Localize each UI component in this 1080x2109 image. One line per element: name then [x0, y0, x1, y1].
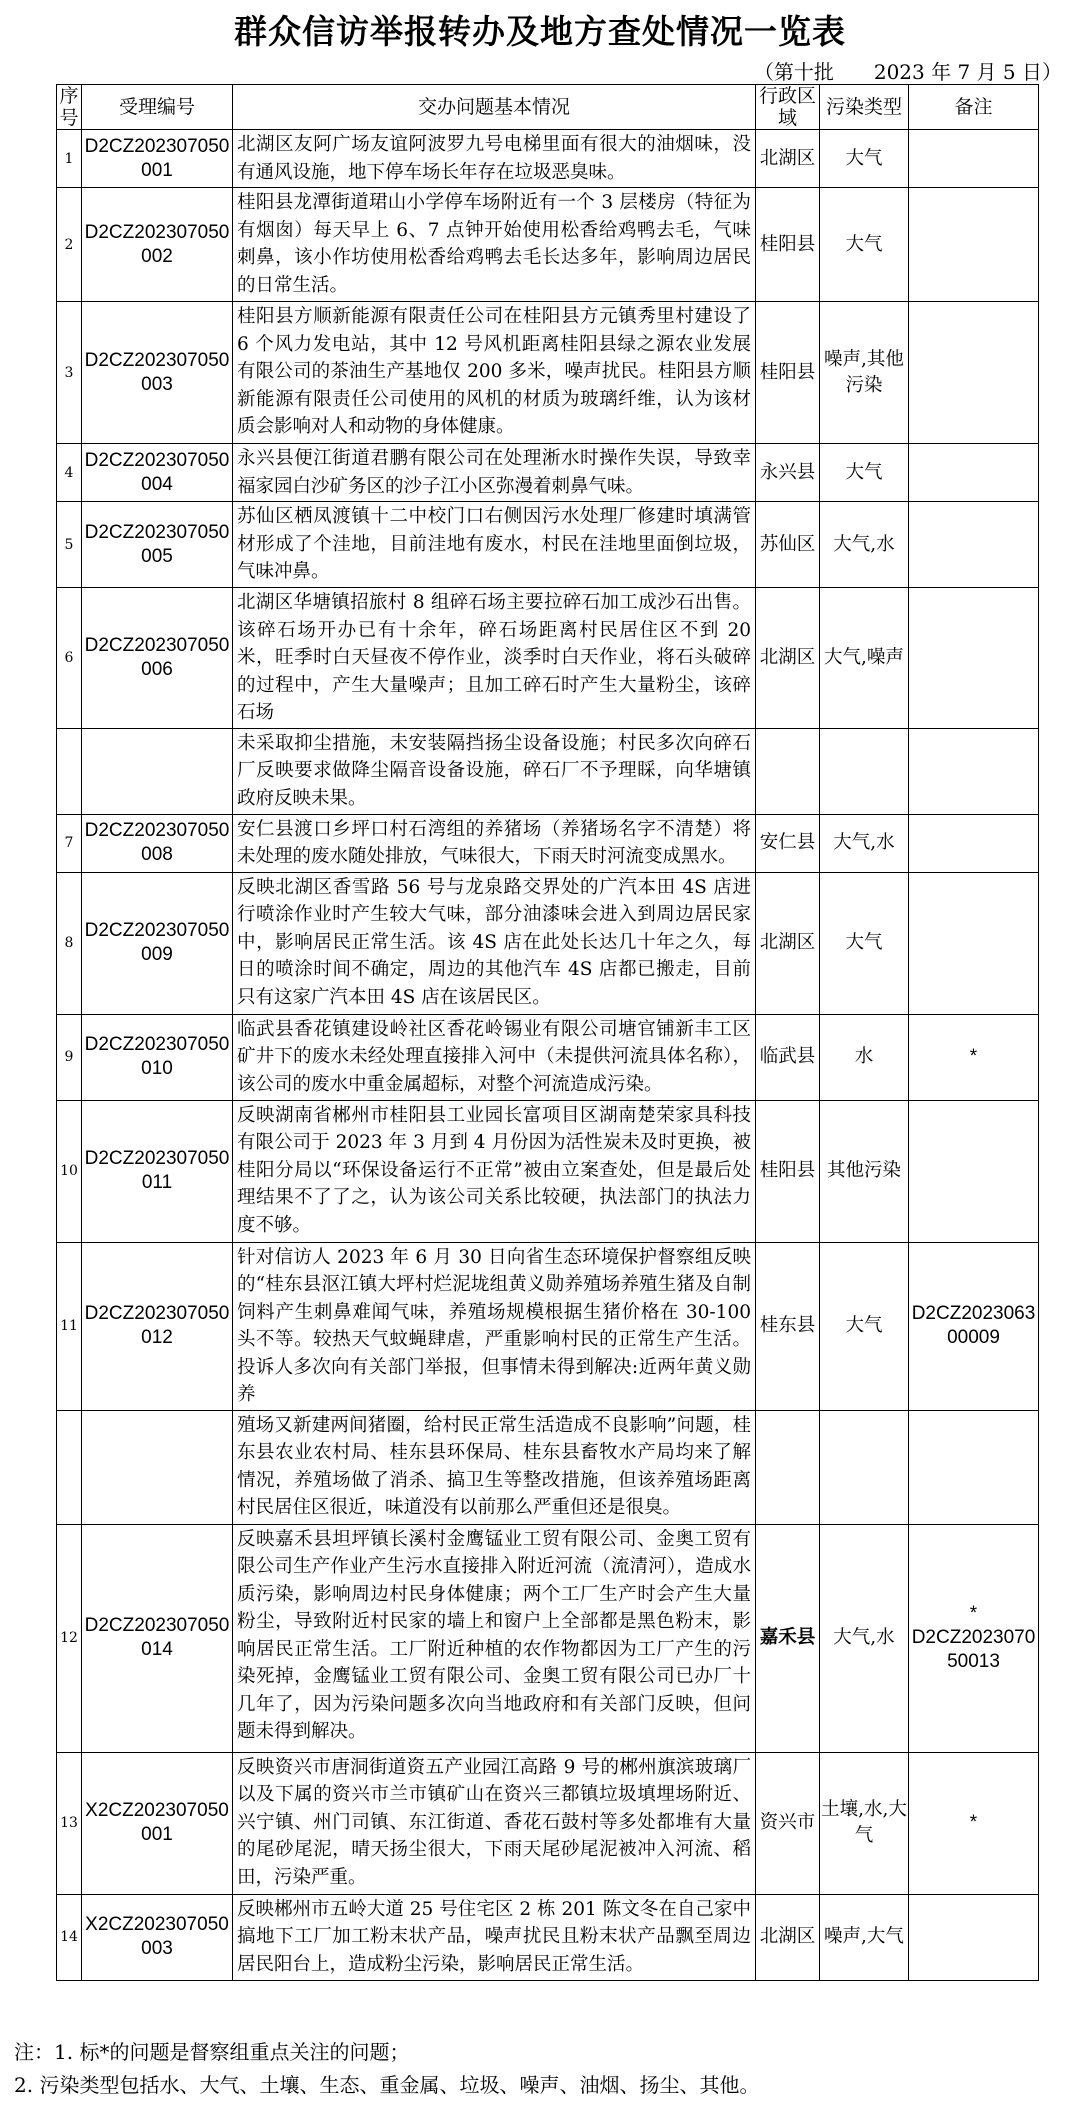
- row-description: 临武县香花镇建设岭社区香花岭锡业有限公司塘官铺新丰工区矿井下的废水未经处理直接排入河中（未提供河流具体名称），该公司的废水中重金属超标，对整个河流造成污染。: [233, 1014, 756, 1100]
- row-pollution: 大气,水: [820, 814, 909, 872]
- row-area: 北湖区: [756, 588, 820, 729]
- row-description: 反映湖南省郴州市桂阳县工业园长富项目区湖南楚荣家具科技有限公司于 2023 年 3 月到 4 月份因为活性炭未及时更换，被桂阳分局以“环保设备运行不正常”被由立案查处，但是最后处理结果不了了之，认为该公司关系比较硬，执法部门的执法力度不够。: [233, 1100, 756, 1242]
- row-area: 桂阳县: [756, 1100, 820, 1242]
- row-seq: 7: [57, 814, 82, 872]
- row-id: D2CZ202307050012: [82, 1242, 233, 1410]
- table-row: [57, 1014, 1039, 1100]
- row-seq: 10: [57, 1100, 82, 1242]
- row-note: [909, 1894, 1039, 1980]
- row-id: X2CZ202307050003: [82, 1894, 233, 1980]
- row-seq: 5: [57, 502, 82, 588]
- table-row: [57, 1410, 1039, 1524]
- table-row: [57, 1100, 1039, 1242]
- page-title: 群众信访举报转办及地方查处情况一览表: [234, 12, 846, 51]
- row-note: *: [909, 1752, 1039, 1894]
- row-id: D2CZ202307050004: [82, 444, 233, 502]
- row-description: 北湖区华塘镇招旅村 8 组碎石场主要拉碎石加工成沙石出售。该碎石场开办已有十余年，碎石场距离村民居住区不到 20 米，旺季时白天昼夜不停作业，淡季时白天作业，将石头破碎的过程中，产生大量噪声；且加工碎石时产生大量粉尘，该碎石场: [233, 588, 756, 729]
- row-pollution: 水: [820, 1014, 909, 1100]
- row-note: [909, 188, 1039, 302]
- row-description: 针对信访人 2023 年 6 月 30 日向省生态环境保护督察组反映的“桂东县沤江镇大坪村烂泥垅组黄义勋养殖场养殖生猪及自制饲料产生刺鼻难闻气味，养殖场规模根据生猪价格在 30-100 头不等。较热天气蚊蝇肆虐，严重影响村民的正常生产生活。投诉人多次向有关部门举报，但事情未得到解决:近两年黄义勋养: [233, 1242, 756, 1410]
- row-seq: 14: [57, 1894, 82, 1980]
- header-note: 备注: [909, 85, 1039, 130]
- row-pollution: 大气,水: [820, 502, 909, 588]
- row-seq: 1: [57, 130, 82, 188]
- row-pollution: 大气: [820, 188, 909, 302]
- row-area: 嘉禾县: [756, 1524, 820, 1752]
- table-row: [57, 1894, 1039, 1980]
- row-description: 苏仙区栖凤渡镇十二中校门口右侧因污水处理厂修建时填满管材形成了个洼地，目前洼地有废水，村民在洼地里面倒垃圾，气味冲鼻。: [233, 502, 756, 588]
- row-pollution: 大气: [820, 872, 909, 1014]
- footnote-2: 2. 污染类型包括水、大气、土壤、生态、重金属、垃圾、噪声、油烟、扬尘、其他。: [14, 2073, 760, 2097]
- header-desc: 交办问题基本情况: [233, 85, 756, 130]
- row-note: * D2CZ202307050013: [909, 1524, 1039, 1752]
- row-note: [909, 502, 1039, 588]
- row-area: 永兴县: [756, 444, 820, 502]
- row-seq: 8: [57, 872, 82, 1014]
- row-seq: 11: [57, 1242, 82, 1410]
- row-pollution: 大气,噪声: [820, 588, 909, 729]
- row-seq: 3: [57, 302, 82, 444]
- row-note: [909, 814, 1039, 872]
- row-id: D2CZ202307050011: [82, 1100, 233, 1242]
- row-description: 北湖区友阿广场友谊阿波罗九号电梯里面有很大的油烟味，没有通风设施，地下停车场长年存在垃圾恶臭味。: [233, 130, 756, 188]
- row-id: X2CZ202307050001: [82, 1752, 233, 1894]
- row-description: 桂阳县龙潭街道珺山小学停车场附近有一个 3 层楼房（特征为有烟囱）每天早上 6、7 点钟开始使用松香给鸡鸭去毛，气味刺鼻，该小作坊使用松香给鸡鸭去毛长达多年，影响周边居民的日常生活。: [233, 188, 756, 302]
- row-pollution: 大气,水: [820, 1524, 909, 1752]
- row-pollution: 噪声,其他污染: [820, 302, 909, 444]
- row-area: [756, 1410, 820, 1524]
- row-area: 安仁县: [756, 814, 820, 872]
- row-id: D2CZ202307050014: [82, 1524, 233, 1752]
- row-id: D2CZ202307050005: [82, 502, 233, 588]
- row-seq: 13: [57, 1752, 82, 1894]
- row-description: 永兴县便江街道君鹏有限公司在处理淅水时操作失误，导致幸福家园白沙矿务区的沙子江小区弥漫着刺鼻气味。: [233, 444, 756, 502]
- row-area: 桂阳县: [756, 302, 820, 444]
- row-seq: 2: [57, 188, 82, 302]
- row-area: 北湖区: [756, 1894, 820, 1980]
- row-area: 苏仙区: [756, 502, 820, 588]
- header-pollution: 污染类型: [820, 85, 909, 130]
- table-row: [57, 1242, 1039, 1410]
- row-seq: [57, 728, 82, 814]
- row-seq: 12: [57, 1524, 82, 1752]
- table-row: [57, 588, 1039, 729]
- row-note: [909, 728, 1039, 814]
- row-area: 北湖区: [756, 872, 820, 1014]
- row-pollution: [820, 728, 909, 814]
- row-seq: 4: [57, 444, 82, 502]
- header-seq: 序号: [57, 85, 82, 130]
- row-note: [909, 444, 1039, 502]
- row-id: D2CZ202307050008: [82, 814, 233, 872]
- row-seq: 9: [57, 1014, 82, 1100]
- row-description: 安仁县渡口乡坪口村石湾组的养猪场（养猪场名字不清楚）将未处理的废水随处排放，气味很大，下雨天时河流变成黑水。: [233, 814, 756, 872]
- header-id: 受理编号: [82, 85, 233, 130]
- row-id: D2CZ202307050010: [82, 1014, 233, 1100]
- table-row: [57, 728, 1039, 814]
- row-id: D2CZ202307050002: [82, 188, 233, 302]
- row-area: 临武县: [756, 1014, 820, 1100]
- petition-table: [56, 84, 1039, 1981]
- table-row: [57, 814, 1039, 872]
- row-id: D2CZ202307050003: [82, 302, 233, 444]
- row-pollution: 噪声,大气: [820, 1894, 909, 1980]
- row-note: [909, 1100, 1039, 1242]
- row-area: [756, 728, 820, 814]
- row-description: 殖场又新建两间猪圈，给村民正常生活造成不良影响”问题，桂东县农业农村局、桂东县环保局、桂东县畜牧水产局均来了解情况，养殖场做了消杀、搞卫生等整改措施，但该养殖场距离村民居住区很近，味道没有以前那么严重但还是很臭。: [233, 1410, 756, 1524]
- row-id: [82, 728, 233, 814]
- table-row: [57, 1524, 1039, 1752]
- row-id: D2CZ202307050001: [82, 130, 233, 188]
- table-row: [57, 502, 1039, 588]
- row-seq: [57, 1410, 82, 1524]
- footnotes: [14, 2036, 759, 2102]
- row-description: 反映嘉禾县坦坪镇长溪村金鹰锰业工贸有限公司、金奥工贸有限公司生产作业产生污水直接排入附近河流（流清河），造成水质污染，影响周边村民身体健康；两个工厂生产时会产生大量粉尘，导致附近村民家的墙上和窗户上全部都是黑色粉末，影响居民正常生活。工厂附近种植的农作物都因为工厂产生的污染死掉，金鹰锰业工贸有限公司、金奥工贸有限公司已办厂十几年了，因为污染问题多次向当地政府和有关部门反映，但问题未得到解决。: [233, 1524, 756, 1752]
- row-pollution: [820, 1410, 909, 1524]
- row-note: [909, 588, 1039, 729]
- row-area: 桂阳县: [756, 188, 820, 302]
- row-note: [909, 302, 1039, 444]
- row-note: *: [909, 1014, 1039, 1100]
- table-row: [57, 188, 1039, 302]
- row-note: [909, 1410, 1039, 1524]
- table-row: [57, 872, 1039, 1014]
- table-row: [57, 444, 1039, 502]
- row-area: 资兴市: [756, 1752, 820, 1894]
- row-pollution: 大气: [820, 1242, 909, 1410]
- row-note: [909, 130, 1039, 188]
- row-description: 反映郴州市五岭大道 25 号住宅区 2 栋 201 陈文冬在自己家中搞地下工厂加工粉末状产品，噪声扰民且粉末状产品飘至周边居民阳台上，造成粉尘污染，影响居民正常生活。: [233, 1894, 756, 1980]
- row-pollution: 其他污染: [820, 1100, 909, 1242]
- row-area: 北湖区: [756, 130, 820, 188]
- row-description: 反映资兴市唐洞街道资五产业园江高路 9 号的郴州旗滨玻璃厂以及下属的资兴市兰市镇矿山在资兴三都镇垃圾填埋场附近、兴宁镇、州门司镇、东江街道、香花石鼓村等多处都堆有大量的尾砂尾泥，晴天扬尘很大，下雨天尾砂尾泥被冲入河流、稻田，污染严重。: [233, 1752, 756, 1894]
- row-id: D2CZ202307050006: [82, 588, 233, 729]
- row-area: 桂东县: [756, 1242, 820, 1410]
- row-seq: 6: [57, 588, 82, 729]
- row-pollution: 土壤,水,大气: [820, 1752, 909, 1894]
- row-pollution: 大气: [820, 444, 909, 502]
- row-note: [909, 872, 1039, 1014]
- table-row: [57, 130, 1039, 188]
- table-row: [57, 302, 1039, 444]
- table-header-row: [57, 85, 1039, 130]
- footnote-1: 注：1. 标*的问题是督察组重点关注的问题；: [14, 2040, 410, 2064]
- row-id: D2CZ202307050009: [82, 872, 233, 1014]
- header-area: 行政区域: [756, 85, 820, 130]
- row-note: D2CZ202306300009: [909, 1242, 1039, 1410]
- row-pollution: 大气: [820, 130, 909, 188]
- table-row: [57, 1752, 1039, 1894]
- row-id: [82, 1410, 233, 1524]
- row-description: 桂阳县方顺新能源有限责任公司在桂阳县方元镇秀里村建设了 6 个风力发电站，其中 12 号风机距离桂阳县绿之源农业发展有限公司的茶油生产基地仅 200 多米，噪声扰民。桂阳县方顺新能源有限责任公司使用的风机的材质为玻璃纤维，认为该材质会影响对人和动物的身体健康。: [233, 302, 756, 444]
- batch-date: （第十批 2023 年 7 月 5 日）: [753, 60, 1062, 84]
- row-description: 未采取抑尘措施，未安装隔挡扬尘设备设施；村民多次向碎石厂反映要求做降尘隔音设备设施，碎石厂不予理睬，向华塘镇政府反映未果。: [233, 728, 756, 814]
- row-description: 反映北湖区香雪路 56 号与龙泉路交界处的广汽本田 4S 店进行喷涂作业时产生较大气味，部分油漆味会进入到周边居民家中，影响居民正常生活。该 4S 店在此处长达几十年之久，每日的喷涂时间不确定，周边的其他汽车 4S 店都已搬走，目前只有这家广汽本田 4S 店在该居民区。: [233, 872, 756, 1014]
